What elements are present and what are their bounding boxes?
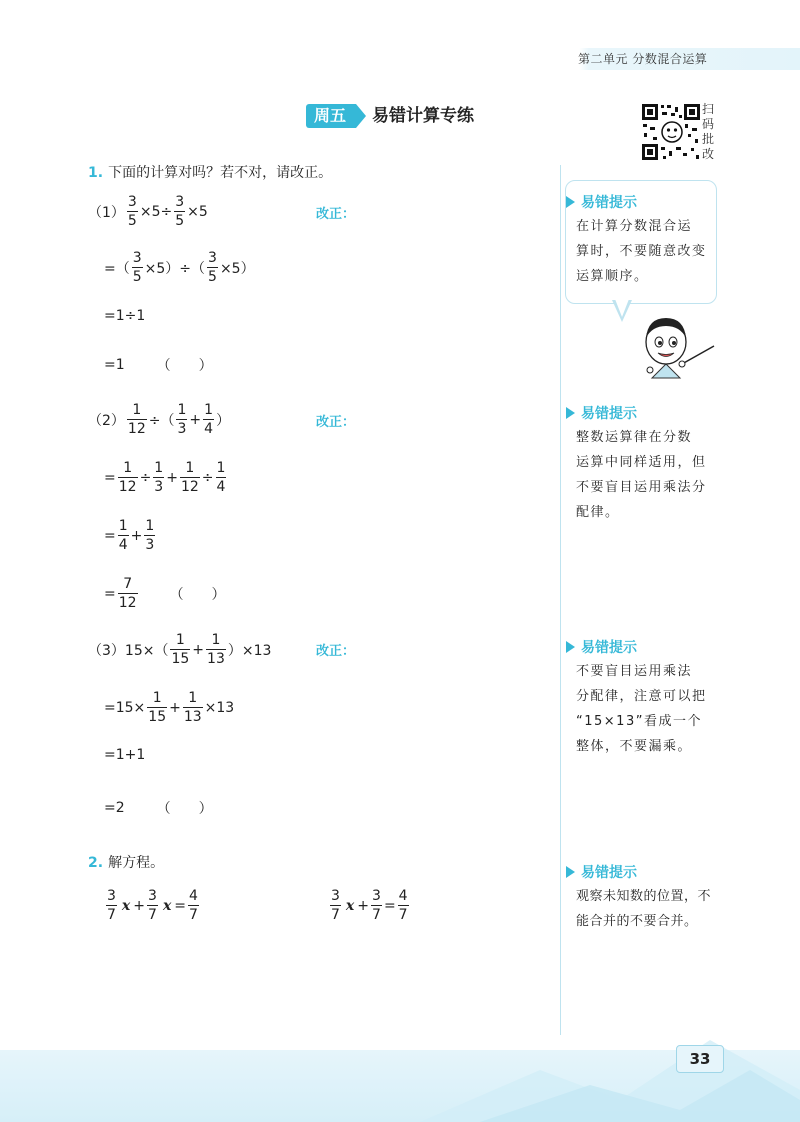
answer-blank[interactable]: （ ） [169, 586, 226, 603]
hint-line: 运算中同样适用，但 [576, 455, 707, 470]
operator-text: ） [216, 412, 231, 429]
variable-x: x [121, 897, 131, 914]
fraction: $\frac{3}{7}$ [107, 888, 116, 923]
result-text: =1 [104, 357, 125, 373]
fraction: $\frac{3}{5}$ [127, 194, 137, 229]
variable-x: x [345, 897, 355, 914]
hint-line: 观察未知数的位置，不 [576, 889, 712, 904]
operator-text: + [130, 527, 143, 544]
fraction: $\frac{4}{7}$ [398, 888, 408, 923]
triangle-icon [566, 196, 575, 208]
problem-2-line-1 [88, 402, 230, 437]
day-tag: 周五 [306, 104, 356, 128]
cartoon-boy-icon [636, 312, 718, 384]
question-1-heading [88, 162, 332, 182]
hint-title: 易错提示 [581, 406, 637, 422]
operator-text: + [357, 897, 370, 914]
footer-mountain-decoration [420, 1030, 800, 1122]
hint-line: 算时，不要随意改变 [576, 244, 707, 259]
result-text: =2 [104, 800, 125, 816]
triangle-icon [566, 866, 575, 878]
operator-text: = [104, 527, 116, 544]
operator-text: + [192, 641, 205, 658]
operator-text: = [383, 897, 396, 914]
fraction: $\frac{1}{12}$ [127, 402, 146, 437]
fix-label: 改正： [316, 207, 356, 222]
problem-label: （2） [88, 412, 125, 429]
fraction: $\frac{7}{12}$ [118, 576, 137, 611]
question-text: 解方程。 [108, 855, 165, 871]
fraction: $\frac{1}{12}$ [118, 460, 137, 495]
operator-text: =15× [104, 699, 146, 716]
operator-text: ×5） [219, 260, 255, 277]
problem-3-line-2 [104, 690, 234, 725]
operator-text: ×5÷ [139, 203, 173, 220]
operator-text: + [166, 469, 178, 486]
fraction: $\frac{1}{4}$ [118, 518, 128, 553]
operator-text: + [189, 411, 202, 428]
question-2-heading [88, 852, 164, 872]
problem-2-line-3 [104, 518, 157, 553]
operator-text: = [174, 897, 187, 914]
fraction: $\frac{1}{3}$ [154, 460, 164, 495]
operator-text: 15×（ [124, 642, 169, 659]
hint-title: 易错提示 [581, 195, 637, 211]
problem-1-line-1 [88, 194, 208, 229]
fraction: $\frac{1}{3}$ [177, 402, 187, 437]
hint-heading [566, 637, 637, 657]
operator-text: ）×13 [227, 642, 272, 659]
operator-text: ×5）÷（ [144, 260, 206, 277]
fraction: $\frac{3}{7}$ [372, 888, 381, 923]
fraction: $\frac{3}{7}$ [148, 888, 157, 923]
problem-1-line-4 [104, 355, 213, 375]
question-number: 1. [88, 165, 104, 181]
hint-line: 能合并的不要合并。 [576, 914, 698, 929]
problem-1-line-3: =1÷1 [104, 308, 146, 324]
hint-body [576, 884, 711, 934]
operator-text: ×5 [187, 203, 208, 220]
triangle-icon [566, 641, 575, 653]
fix-label: 改正： [316, 644, 356, 659]
operator-text: ÷（ [148, 412, 175, 429]
problem-label: （3） [88, 642, 125, 659]
operator-text: ÷ [201, 469, 214, 486]
hint-line: 在计算分数混合运 [576, 219, 693, 234]
fix-label: 改正： [316, 415, 356, 430]
hint-heading [566, 192, 637, 212]
operator-text: = [104, 469, 116, 486]
hint-line: 不要盲目运用乘法分 [576, 480, 707, 495]
question-text: 下面的计算对吗？若不对，请改正。 [108, 165, 333, 181]
operator-text: = [104, 585, 116, 602]
hint-body [576, 425, 707, 525]
fraction: $\frac{3}{5}$ [175, 194, 185, 229]
variable-x: x [162, 897, 172, 914]
triangle-icon [566, 407, 575, 419]
fraction: $\frac{1}{4}$ [216, 460, 226, 495]
problem-3-line-3: =1+1 [104, 747, 146, 763]
problem-1-line-2 [104, 250, 255, 285]
operator-text: + [169, 699, 181, 716]
problem-2-line-4 [104, 576, 226, 611]
fraction: $\frac{3}{5}$ [208, 250, 217, 285]
page-title: 易错计算专练 [372, 106, 474, 126]
fraction: $\frac{1}{4}$ [204, 402, 214, 437]
fraction: $\frac{1}{13}$ [207, 632, 225, 667]
hint-body [576, 659, 707, 759]
hint-line: 运算顺序。 [576, 269, 649, 284]
hint-line: 配律。 [576, 505, 620, 520]
qr-code-icon[interactable] [641, 103, 701, 161]
equation-2 [328, 888, 411, 923]
unit-title: 第二单元 分数混合运算 [578, 52, 708, 66]
page-number: 33 [676, 1045, 724, 1073]
fraction: $\frac{1}{3}$ [145, 518, 155, 553]
hint-title: 易错提示 [581, 865, 637, 881]
operator-text: =（ [104, 260, 130, 277]
fraction: $\frac{3}{7}$ [331, 888, 340, 923]
answer-blank[interactable]: （ ） [156, 801, 213, 817]
problem-2-line-2 [104, 460, 228, 495]
fraction: $\frac{1}{15}$ [148, 690, 167, 725]
question-number: 2. [88, 855, 104, 871]
qr-label: 扫码批改 [702, 102, 715, 161]
column-divider [560, 165, 561, 1035]
problem-3-line-1 [88, 632, 271, 667]
operator-text: ÷ [139, 469, 152, 486]
bubble-tail-inner [615, 299, 629, 317]
fraction: $\frac{1}{15}$ [171, 632, 190, 667]
answer-blank[interactable]: （ ） [156, 358, 213, 374]
fraction: $\frac{1}{13}$ [183, 690, 202, 725]
hint-heading [566, 862, 637, 882]
fraction: $\frac{3}{5}$ [132, 250, 142, 285]
problem-3-line-4 [104, 798, 213, 818]
fraction: $\frac{4}{7}$ [189, 888, 198, 923]
hint-body [576, 214, 707, 289]
operator-text: ×13 [204, 699, 235, 716]
hint-line: 分配律，注意可以把 [576, 689, 707, 704]
hint-line: 整数运算律在分数 [576, 430, 693, 445]
operator-text: + [133, 897, 146, 914]
hint-line: 不要盲目运用乘法 [576, 664, 693, 679]
hint-title: 易错提示 [581, 640, 637, 656]
fraction: $\frac{1}{12}$ [180, 460, 199, 495]
problem-label: （1） [88, 204, 125, 221]
hint-heading [566, 403, 637, 423]
hint-line: 整体，不要漏乘。 [576, 739, 693, 754]
hint-line: “15×13”看成一个 [576, 714, 702, 729]
equation-1 [104, 888, 201, 923]
